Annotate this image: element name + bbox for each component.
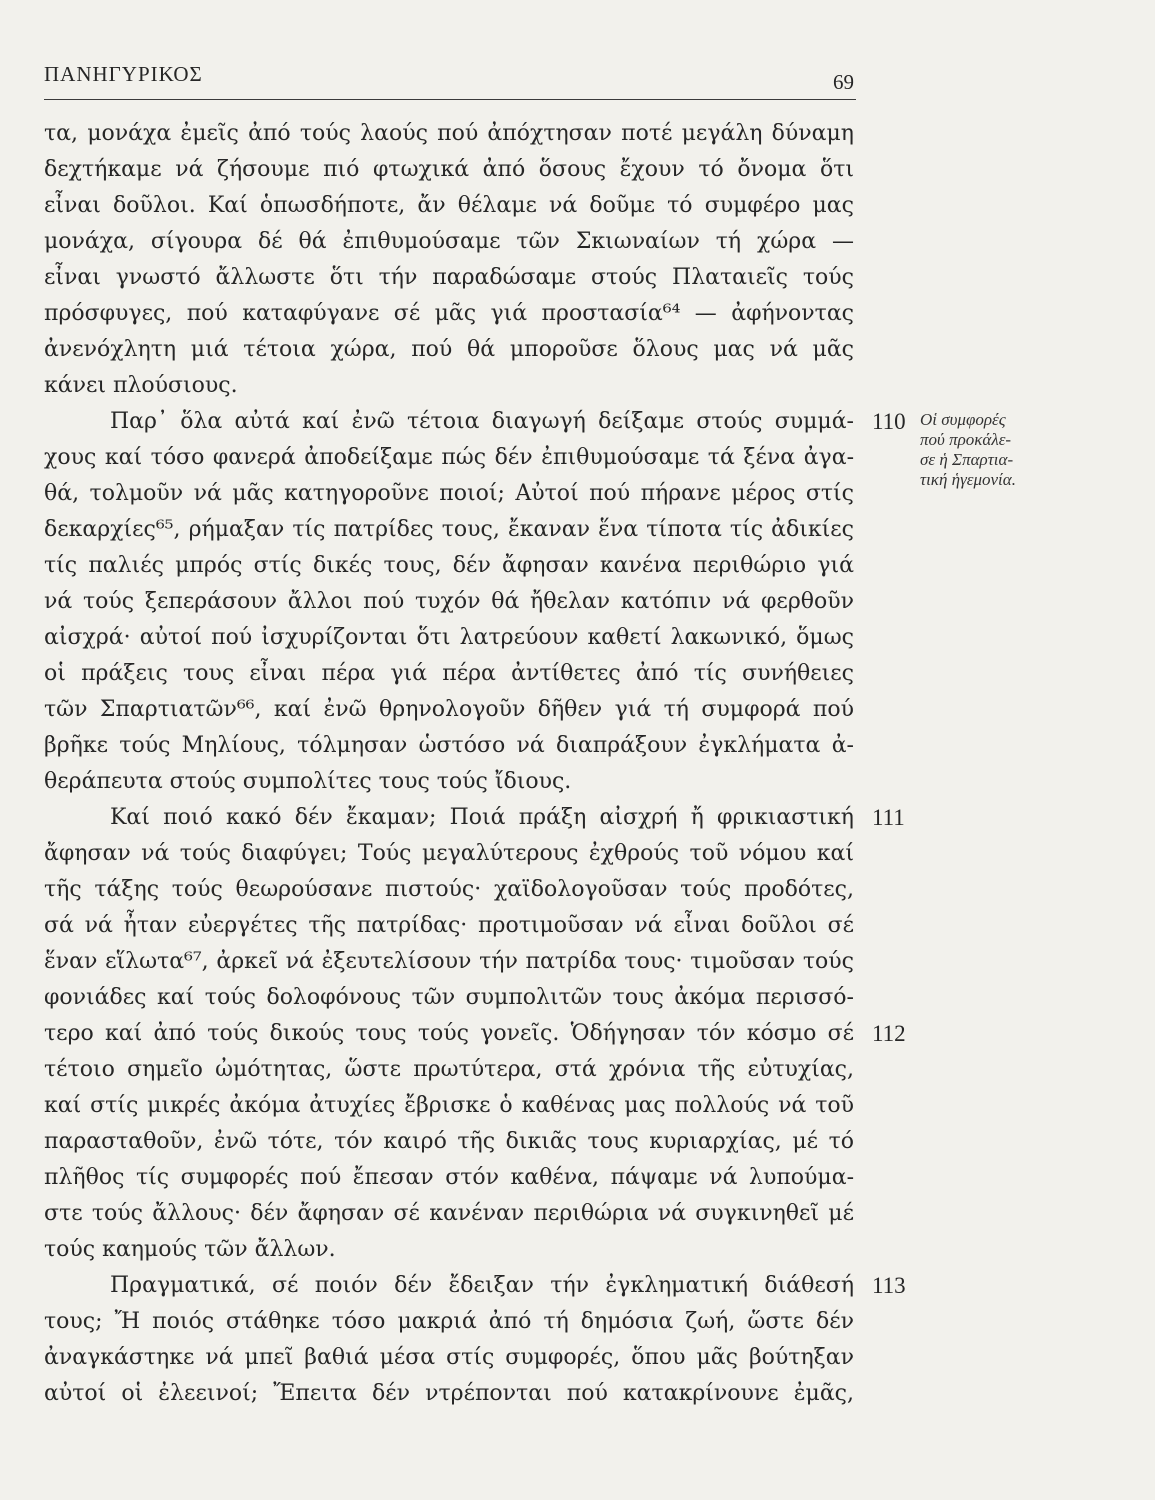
section-number: 113 [872, 1273, 906, 1298]
text-line: μονάχα, σίγουρα δέ θά ἐπιθυμούσαμε τῶν Σκιωναίων τή χώρα — [44, 229, 854, 254]
text-line: δεκαρχίες⁶⁵, ρήμαξαν τίς πατρίδες τους, ἔκαναν ἕνα τίποτα τίς ἀδικίες [44, 517, 854, 542]
page-number: 69 [833, 70, 854, 94]
text-line: στε τούς ἄλλους· δέν ἄφησαν σέ κανέναν περιθώρια νά συγκινηθεῖ μέ [44, 1201, 854, 1226]
text-line: ἀνενόχλητη μιά τέτοια χώρα, πού θά μποροῦσε ὅλους μας νά μᾶς [44, 337, 854, 362]
marginal-note-line: Οἱ συμφορές [920, 410, 1006, 429]
text-line: σά νά ἦταν εὐεργέτες τῆς πατρίδας· προτιμοῦσαν νά εἶναι δοῦλοι σέ [44, 913, 854, 938]
marginal-note-line: σε ἡ Σπαρτια- [920, 450, 1014, 469]
marginal-note [920, 410, 1090, 490]
header-rule [44, 99, 856, 100]
text-line: καί στίς μικρές ἀκόμα ἀτυχίες ἔβρισκε ὁ καθένας μας πολλούς νά τοῦ [44, 1093, 854, 1118]
section-number: 110 [872, 409, 906, 434]
section-number: 111 [872, 805, 905, 830]
text-line: τερο καί ἀπό τούς δικούς τους τούς γονεῖς. Ὁδήγησαν τόν κόσμο σέ [44, 1021, 854, 1046]
text-line: δεχτήκαμε νά ζήσουμε πιό φτωχικά ἀπό ὅσους ἔχουν τό ὄνομα ὅτι [44, 157, 854, 182]
section-number: 112 [872, 1021, 906, 1046]
text-line: Παρ᾽ ὅλα αὐτά καί ἐνῶ τέτοια διαγωγή δείξαμε στούς συμμά- [110, 409, 854, 434]
running-head: ΠΑΝΗΓΥΡΙΚΟΣ [44, 62, 203, 86]
text-line: οἱ πράξεις τους εἶναι πέρα γιά πέρα ἀντίθετες ἀπό τίς συνήθειες [44, 661, 854, 686]
text-line: θεράπευτα στούς συμπολίτες τους τούς ἴδιους. [44, 769, 572, 794]
text-line: τίς παλιές μπρός στίς δικές τους, δέν ἄφησαν κανένα περιθώριο γιά [44, 553, 854, 578]
text-line: ἀναγκάστηκε νά μπεῖ βαθιά μέσα στίς συμφορές, ὅπου μᾶς βούτηξαν [44, 1345, 854, 1370]
text-line: τῆς τάξης τούς θεωρούσανε πιστούς· χαϊδολογοῦσαν τούς προδότες, [44, 877, 854, 902]
text-line: θά, τολμοῦν νά μᾶς κατηγοροῦνε ποιοί; Αὐτοί πού πήρανε μέρος στίς [44, 481, 854, 506]
text-line: τους; Ἤ ποιός στάθηκε τόσο μακριά ἀπό τή δημόσια ζωή, ὥστε δέν [44, 1309, 854, 1334]
text-line: κάνει πλούσιους. [44, 373, 238, 398]
text-line: παρασταθοῦν, ἐνῶ τότε, τόν καιρό τῆς δικιᾶς τους κυριαρχίας, μέ τό [44, 1129, 854, 1154]
text-line: αὐτοί οἱ ἐλεεινοί; Ἔπειτα δέν ντρέπονται πού κατακρίνουνε ἐμᾶς, [44, 1381, 854, 1406]
text-line: αἰσχρά· αὐτοί πού ἰσχυρίζονται ὅτι λατρεύουν καθετί λακωνικό, ὅμως [44, 625, 854, 650]
text-line: νά τούς ξεπεράσουν ἄλλοι πού τυχόν θά ἤθελαν κατόπιν νά φερθοῦν [44, 589, 854, 614]
page-header [44, 62, 854, 94]
text-line: Καί ποιό κακό δέν ἔκαμαν; Ποιά πράξη αἰσχρή ἤ φρικιαστική [110, 805, 854, 830]
text-line: εἶναι γνωστό ἄλλωστε ὅτι τήν παραδώσαμε στούς Πλαταιεῖς τούς [44, 265, 854, 290]
text-line: τούς καημούς τῶν ἄλλων. [44, 1237, 336, 1262]
text-line: πρόσφυγες, πού καταφύγανε σέ μᾶς γιά προστασία⁶⁴ — ἀφήνοντας [44, 301, 854, 326]
text-line: Πραγματικά, σέ ποιόν δέν ἔδειξαν τήν ἐγκληματική διάθεσή [110, 1273, 854, 1298]
text-line: τα, μονάχα ἐμεῖς ἀπό τούς λαούς πού ἀπόχτησαν ποτέ μεγάλη δύναμη [44, 121, 854, 146]
text-line: χους καί τόσο φανερά ἀποδείξαμε πώς δέν ἐπιθυμούσαμε τά ξένα ἀγα- [44, 445, 854, 470]
text-line: φονιάδες καί τούς δολοφόνους τῶν συμπολιτῶν τους ἀκόμα περισσό- [44, 985, 854, 1010]
text-line: τέτοιο σημεῖο ὠμότητας, ὥστε πρωτύτερα, στά χρόνια τῆς εὐτυχίας, [44, 1057, 854, 1082]
text-line: ἄφησαν νά τούς διαφύγει; Τούς μεγαλύτερους ἐχθρούς τοῦ νόμου καί [44, 841, 854, 866]
text-line: ἕναν εἵλωτα⁶⁷, ἀρκεῖ νά ἐξευτελίσουν τήν πατρίδα τους· τιμοῦσαν τούς [44, 949, 854, 974]
text-line: εἶναι δοῦλοι. Καί ὁπωσδήποτε, ἄν θέλαμε νά δοῦμε τό συμφέρο μας [44, 193, 854, 218]
text-line: πλῆθος τίς συμφορές πού ἔπεσαν στόν καθένα, πάψαμε νά λυπούμα- [44, 1165, 854, 1190]
marginal-note-line: πού προκάλε- [920, 430, 1012, 449]
text-line: βρῆκε τούς Μηλίους, τόλμησαν ὡστόσο νά διαπράξουν ἐγκλήματα ἀ- [44, 733, 854, 758]
marginal-note-line: τική ἡγεμονία. [920, 470, 1016, 489]
text-line: τῶν Σπαρτιατῶν⁶⁶, καί ἐνῶ θρηνολογοῦν δῆθεν γιά τή συμφορά πού [44, 697, 854, 722]
